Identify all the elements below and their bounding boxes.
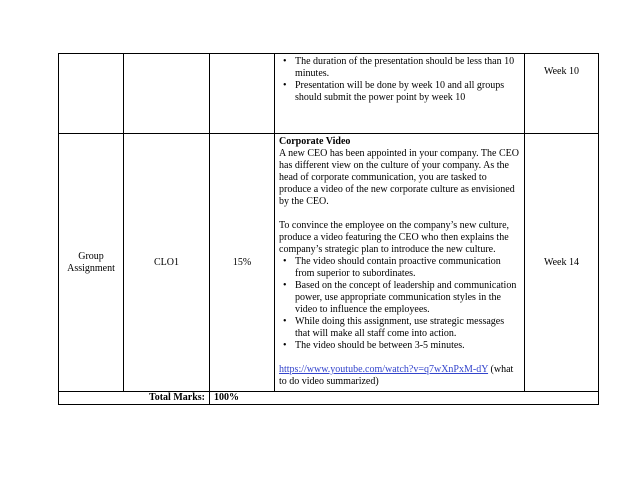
task-paragraph: To convince the employee on the company’s new culture, produce a video featuring the CEO who then explains the company’s strategic plan to introduce the new culture.: [279, 220, 510, 255]
table-row: [59, 54, 599, 134]
table-cell-description: [275, 54, 525, 134]
table-cell-week: Week 10: [525, 54, 599, 134]
task-paragraph: A new CEO has been appointed in your company. The CEO has different view on the culture of your company. As the head of corporate communication, you are tasked to produce a video of the new corporate culture as envisioned by the CEO.: [279, 148, 519, 207]
weight-percent: 15%: [210, 134, 275, 392]
table-cell-clo: [124, 54, 210, 134]
table-row: [59, 134, 599, 392]
task-title: Corporate Video: [279, 136, 351, 147]
bullet-list: [279, 56, 520, 104]
table-cell-weight: [210, 54, 275, 134]
list-item: • The video should be between 3-5 minutes.: [279, 340, 520, 352]
list-item: • The duration of the presentation should be less than 10 minutes.: [279, 56, 520, 80]
bullet-list: [279, 256, 520, 352]
assessment-type: Group Assignment: [59, 134, 124, 392]
list-item: • The video should contain proactive communication from superior to subordinates.: [279, 256, 520, 280]
clo-code: CLO1: [124, 134, 210, 392]
list-item: • While doing this assignment, use strategic messages that will make all staff come into action.: [279, 316, 520, 340]
reference-line: [279, 364, 520, 388]
table-cell-week: Week 14: [525, 134, 599, 392]
list-item: • Presentation will be done by week 10 and all groups should submit the power point by week 10: [279, 80, 520, 104]
table-cell-description: [275, 134, 525, 392]
table-row-total: [59, 392, 599, 405]
total-marks-value: 100%: [210, 392, 599, 405]
total-marks-label: Total Marks:: [59, 392, 210, 405]
youtube-link[interactable]: https://www.youtube.com/watch?v=q7wXnPxM-dY: [279, 364, 489, 375]
link-note: (what to do video summarized): [279, 364, 514, 387]
table-cell-assessment: [59, 54, 124, 134]
list-item: • Based on the concept of leadership and communication power, use appropriate communication styles in the video to influence the employees.: [279, 280, 520, 316]
assessment-table: [58, 53, 599, 405]
